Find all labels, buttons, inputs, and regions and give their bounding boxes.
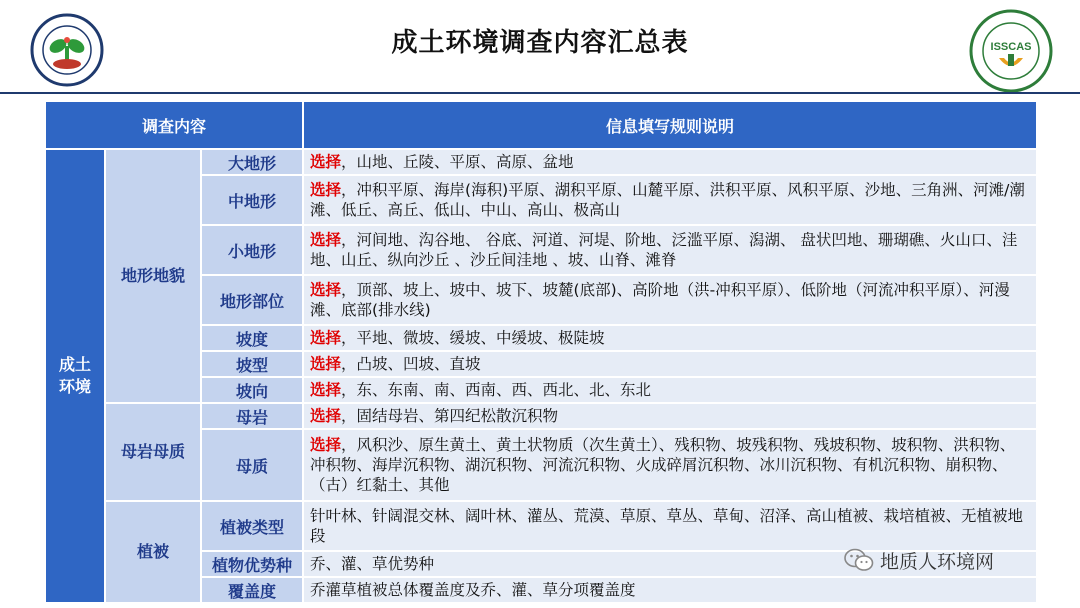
page-title: 成土环境调查内容汇总表	[391, 28, 689, 58]
rule-cell	[303, 377, 1037, 403]
group-cell: 地形地貌	[105, 149, 201, 403]
rule-cell	[303, 351, 1037, 377]
rule-text: ，顶部、坡上、坡中、坡下、坡麓(底部)、高阶地（洪-冲积平原）、低阶地（河流冲积平原）、河漫滩、底部(排水线)	[310, 281, 1010, 319]
item-cell: 母岩	[201, 403, 303, 429]
rule-cell	[303, 577, 1037, 603]
rule-cell	[303, 225, 1037, 275]
table-row	[45, 149, 1037, 175]
rule-text: 针叶林、针阔混交林、阔叶林、灌丛、荒漠、草原、草丛、草甸、沼泽、高山植被、栽培植被、无植被地段	[310, 507, 1024, 545]
isscas-logo-text: ISSCAS	[990, 41, 1032, 53]
rule-cell	[303, 149, 1037, 175]
title-divider	[0, 92, 1080, 94]
group-cell: 母岩母质	[105, 403, 201, 501]
item-cell: 小地形	[201, 225, 303, 275]
rule-text: ，固结母岩、第四纪松散沉积物	[341, 407, 559, 425]
table-header-row	[45, 101, 1037, 149]
watermark	[844, 546, 994, 574]
wechat-icon	[844, 547, 874, 573]
rule-text: ，平地、微坡、缓坡、中缓坡、极陡坡	[341, 329, 605, 347]
rule-text: ，凸坡、凹坡、直坡	[341, 355, 481, 373]
rule-text: ，东、东南、南、西南、西、西北、北、东北	[341, 381, 652, 399]
item-cell: 大地形	[201, 149, 303, 175]
rule-text: ，山地、丘陵、平原、高原、盆地	[341, 153, 574, 171]
soil-environment-table	[44, 100, 1038, 604]
rule-cell	[303, 501, 1037, 551]
item-cell: 植物优势种	[201, 551, 303, 577]
rule-text: ，冲积平原、海岸(海积)平原、湖积平原、山麓平原、洪积平原、风积平原、沙地、三角洲、河滩/潮滩、低丘、高丘、低山、中山、高山、极高山	[310, 181, 1025, 219]
rule-text: ，风积沙、原生黄土、黄土状物质（次生黄土）、残积物、坡残积物、残坡积物、坡积物、洪积物、冲积物、海岸沉积物、湖沉积物、河流沉积物、火成碎屑沉积物、冰川沉积物、有机沉积物、崩积物、（古）红黏土、其他	[310, 436, 1016, 494]
rule-text: 乔、灌、草优势种	[310, 555, 435, 573]
rule-text: ，河间地、沟谷地、 谷底、河道、河堤、阶地、泛滥平原、潟湖、 盘状凹地、珊瑚礁、火山口、洼地、山丘、纵向沙丘 、沙丘间洼地 、坡、山脊、滩脊	[310, 231, 1018, 269]
column-header-content: 调查内容	[45, 101, 303, 149]
rule-cell	[303, 325, 1037, 351]
group-cell: 植被	[105, 501, 201, 603]
select-keyword: 选择	[310, 231, 342, 249]
item-cell: 坡度	[201, 325, 303, 351]
rule-cell	[303, 275, 1037, 325]
select-keyword: 选择	[310, 153, 342, 171]
select-keyword: 选择	[310, 329, 342, 347]
rule-cell	[303, 175, 1037, 225]
watermark-text: 地质人环境网	[880, 550, 995, 573]
rule-cell	[303, 403, 1037, 429]
select-keyword: 选择	[310, 436, 342, 454]
select-keyword: 选择	[310, 355, 342, 373]
item-cell: 坡向	[201, 377, 303, 403]
select-keyword: 选择	[310, 281, 342, 299]
item-cell: 母质	[201, 429, 303, 501]
isscas-logo-icon	[966, 8, 1056, 94]
column-header-rules: 信息填写规则说明	[303, 101, 1037, 149]
item-cell: 植被类型	[201, 501, 303, 551]
table-row	[45, 403, 1037, 429]
item-cell: 覆盖度	[201, 577, 303, 603]
item-cell: 地形部位	[201, 275, 303, 325]
item-cell: 中地形	[201, 175, 303, 225]
rule-text: 乔灌草植被总体覆盖度及乔、灌、草分项覆盖度	[310, 581, 636, 599]
table-row	[45, 501, 1037, 551]
select-keyword: 选择	[310, 407, 342, 425]
select-keyword: 选择	[310, 181, 342, 199]
category-cell: 成土环境	[45, 149, 105, 603]
item-cell: 坡型	[201, 351, 303, 377]
select-keyword: 选择	[310, 381, 342, 399]
rule-cell	[303, 429, 1037, 501]
